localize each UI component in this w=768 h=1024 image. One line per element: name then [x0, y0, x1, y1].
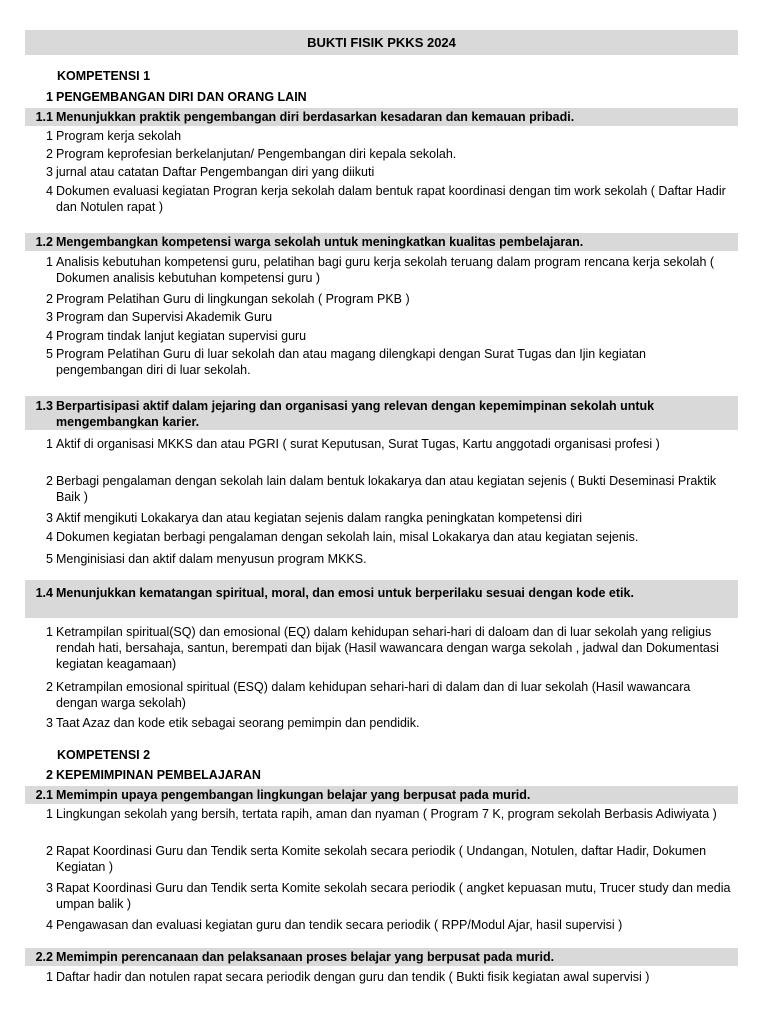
item-number: 1 [46, 437, 53, 451]
document-title: BUKTI FISIK PKKS 2024 [25, 30, 738, 55]
item-text: Rapat Koordinasi Guru dan Tendik serta Komite sekolah secara periodik ( Undangan, Notulen, daftar Hadir, Dokumen Kegiatan ) [56, 844, 707, 874]
section-1-4-header [25, 580, 738, 618]
section-1-2-header [25, 233, 738, 251]
item-text: Dokumen kegiatan berbagi pengalaman dengan sekolah lain, misal Lokakarya dan atau kegiatan sejenis. [56, 530, 639, 544]
item-number: 5 [46, 552, 53, 566]
item-number: 4 [46, 918, 53, 932]
item-number: 3 [46, 716, 53, 730]
section-2-2-number: 2.2 [35, 950, 53, 964]
section-2-1-number: 2.1 [35, 788, 53, 802]
section-1-4-number: 1.4 [35, 586, 53, 600]
section-1-2-number: 1.2 [35, 235, 53, 249]
section-1-3-title: Berpartisipasi aktif dalam jejaring dan organisasi yang relevan dengan kepemimpinan sekolah untuk mengembangkan karier. [56, 399, 655, 429]
item-text: Program keprofesian berkelanjutan/ Pengembangan diri kepala sekolah. [56, 147, 457, 161]
item-text: Ketrampilan spiritual(SQ) dan emosional (EQ) dalam kehidupan sehari-hari di daloam dan di luar sekolah yang religius rendah hati, bersahaja, santun, berempati dan bijak (Hasil wawancara dengan warga sekolah , jadwal dan Dokumentasi kegiatan keagamaan) [56, 625, 719, 671]
item-number: 1 [46, 255, 53, 269]
item-text: jurnal atau catatan Daftar Pengembangan diri yang diikuti [56, 165, 375, 179]
item-text: Program kerja sekolah [56, 129, 182, 143]
item-number: 2 [46, 474, 53, 488]
item-number: 2 [46, 680, 53, 694]
item-number: 2 [46, 147, 53, 161]
item-number: 3 [46, 165, 53, 179]
item-text: Berbagi pengalaman dengan sekolah lain dalam bentuk lokakarya dan atau kegiatan sejenis ( Bukti Deseminasi Praktik Baik ) [56, 474, 717, 504]
item-text: Program tindak lanjut kegiatan supervisi guru [56, 329, 307, 343]
item-number: 4 [46, 329, 53, 343]
item-text: Program dan Supervisi Akademik Guru [56, 310, 273, 324]
item-number: 1 [46, 970, 53, 984]
section-1-3-header [25, 396, 738, 430]
section-2-2-title: Memimpin perencanaan dan pelaksanaan proses belajar yang berpusat pada murid. [56, 950, 555, 964]
item-number: 3 [46, 511, 53, 525]
kompetensi-1-name: PENGEMBANGAN DIRI DAN ORANG LAIN [56, 90, 307, 104]
section-1-3-number: 1.3 [35, 399, 53, 413]
item-number: 3 [46, 881, 53, 895]
item-text: Pengawasan dan evaluasi kegiatan guru dan tendik secara periodik ( RPP/Modul Ajar, hasil supervisi ) [56, 918, 623, 932]
item-number: 4 [46, 184, 53, 198]
item-text: Menginisiasi dan aktif dalam menyusun program MKKS. [56, 552, 367, 566]
item-text: Aktif di organisasi MKKS dan atau PGRI ( surat Keputusan, Surat Tugas, Kartu anggotadi organisasi profesi ) [56, 437, 660, 451]
kompetensi-2-number: 2 [46, 768, 53, 782]
section-2-2-header [25, 948, 738, 966]
section-1-1-header [25, 108, 738, 126]
item-text: Daftar hadir dan notulen rapat secara periodik dengan guru dan tendik ( Bukti fisik kegiatan awal supervisi ) [56, 970, 650, 984]
item-number: 2 [46, 292, 53, 306]
kompetensi-1-heading: KOMPETENSI 1 [57, 69, 151, 83]
item-text: Lingkungan sekolah yang bersih, tertata rapih, aman dan nyaman ( Program 7 K, program sekolah Berbasis Adiwiyata ) [56, 807, 717, 821]
section-2-1-header [25, 786, 738, 804]
kompetensi-2-heading: KOMPETENSI 2 [57, 748, 151, 762]
kompetensi-2-name: KEPEMIMPINAN PEMBELAJARAN [56, 768, 261, 782]
item-text: Rapat Koordinasi Guru dan Tendik serta Komite sekolah secara periodik ( angket kepuasan mutu, Trucer study dan media umpan balik ) [56, 881, 731, 911]
kompetensi-1-number: 1 [46, 90, 53, 104]
item-number: 1 [46, 129, 53, 143]
item-number: 4 [46, 530, 53, 544]
item-number: 1 [46, 807, 53, 821]
item-text: Analisis kebutuhan kompetensi guru, pelatihan bagi guru kerja sekolah teruang dalam program rencana kerja sekolah ( Dokumen analisis kebutuhan kompetensi guru ) [56, 255, 715, 285]
item-text: Program Pelatihan Guru di lingkungan sekolah ( Program PKB ) [56, 292, 410, 306]
item-text: Dokumen evaluasi kegiatan Progran kerja sekolah dalam bentuk rapat koordinasi dengan tim work sekolah ( Daftar Hadir dan Notulen rapat ) [56, 184, 726, 214]
section-1-4-title: Menunjukkan kematangan spiritual, moral, dan emosi untuk berperilaku sesuai dengan kode etik. [56, 586, 634, 600]
item-number: 2 [46, 844, 53, 858]
item-number: 5 [46, 347, 53, 361]
item-text: Taat Azaz dan kode etik sebagai seorang pemimpin dan pendidik. [56, 716, 420, 730]
item-text: Ketrampilan emosional spiritual (ESQ) dalam kehidupan sehari-hari di dalam dan di luar sekolah (Hasil wawancara dengan warga sekolah) [56, 680, 691, 710]
section-2-1-title: Memimpin upaya pengembangan lingkungan belajar yang berpusat pada murid. [56, 788, 531, 802]
item-text: Aktif mengikuti Lokakarya dan atau kegiatan sejenis dalam rangka peningkatan kompetensi diri [56, 511, 583, 525]
item-number: 3 [46, 310, 53, 324]
section-1-1-title: Menunjukkan praktik pengembangan diri berdasarkan kesadaran dan kemauan pribadi. [56, 110, 575, 124]
section-1-1-number: 1.1 [35, 110, 53, 124]
item-number: 1 [46, 625, 53, 639]
section-1-2-title: Mengembangkan kompetensi warga sekolah untuk meningkatkan kualitas pembelajaran. [56, 235, 584, 249]
item-text: Program Pelatihan Guru di luar sekolah dan atau magang dilengkapi dengan Surat Tugas dan Ijin kegiatan pengembangan diri di luar sekolah. [56, 347, 646, 377]
